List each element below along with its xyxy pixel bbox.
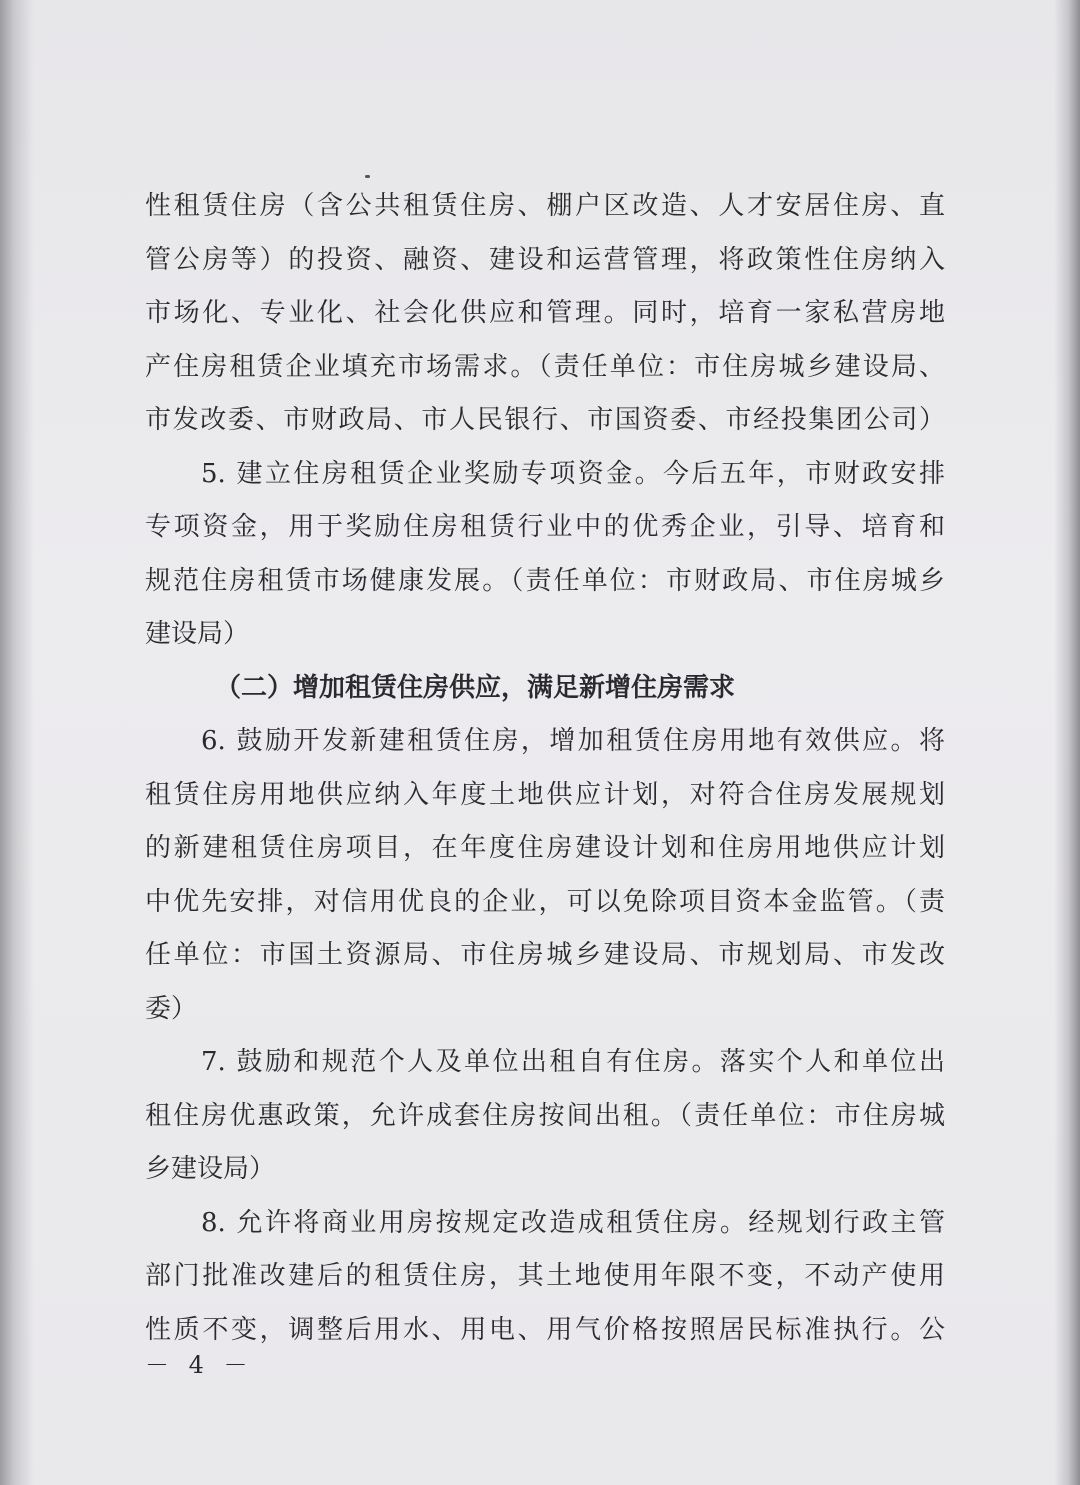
text-line: 租住房优惠政策，允许成套住房按间出租。（责任单位：市住房城 (145, 1100, 945, 1131)
text-line: 部门批准改建后的租赁住房，其土地使用年限不变，不动产使用 (145, 1261, 945, 1291)
text-line: 乡建设局） (145, 1154, 276, 1184)
item-6-heading-line: 6. 鼓励开发新建租赁住房，增加租赁住房用地有效供应。将 (201, 726, 945, 756)
text-line: 的新建租赁住房项目，在年度住房建设计划和住房用地供应计划 (145, 833, 945, 863)
text-line: 租赁住房用地供应纳入年度土地供应计划，对符合住房发展规划 (145, 779, 945, 810)
text-line: 性质不变，调整后用水、用电、用气价格按照居民标准执行。公 (145, 1314, 945, 1345)
text-line: 任单位：市国土资源局、市住房城乡建设局、市规划局、市发改 (145, 940, 945, 970)
text-line: 管公房等）的投资、融资、建设和运营管理，将政策性住房纳入 (145, 244, 945, 275)
page-number: － 4 － (145, 1351, 254, 1379)
section-heading: （二）增加租赁住房供应，满足新增住房需求 (215, 672, 736, 703)
text-line: 市场化、专业化、社会化供应和管理。同时，培育一家私营房地 (145, 298, 945, 328)
text-line: 中优先安排，对信用优良的企业，可以免除项目资本金监管。（责 (145, 886, 945, 917)
text-line: 规范住房租赁市场健康发展。（责任单位：市财政局、市住房城乡 (145, 565, 945, 596)
item-5-heading-line: 5. 建立住房租赁企业奖励专项资金。今后五年，市财政安排 (201, 458, 945, 489)
document-body (145, 180, 945, 1357)
text-line: 性租赁住房（含公共租赁住房、棚户区改造、人才安居住房、直 (145, 191, 945, 221)
scan-right-edge-shadow (1054, 0, 1080, 1485)
text-line: 专项资金，用于奖励住房租赁行业中的优秀企业，引导、培育和 (145, 512, 945, 542)
item-7-heading-line: 7. 鼓励和规范个人及单位出租自有住房。落实个人和单位出 (201, 1047, 945, 1077)
item-8-heading-line: 8. 允许将商业用房按规定改造成租赁住房。经规划行政主管 (201, 1207, 945, 1238)
text-line: 委） (145, 993, 198, 1024)
text-line: 产住房租赁企业填充市场需求。（责任单位：市住房城乡建设局、 (145, 351, 945, 382)
text-line: 建设局） (145, 619, 250, 649)
scan-speck (365, 175, 370, 178)
scan-left-edge-shadow (0, 0, 34, 1485)
text-line: 市发改委、市财政局、市人民银行、市国资委、市经投集团公司） (145, 405, 945, 435)
